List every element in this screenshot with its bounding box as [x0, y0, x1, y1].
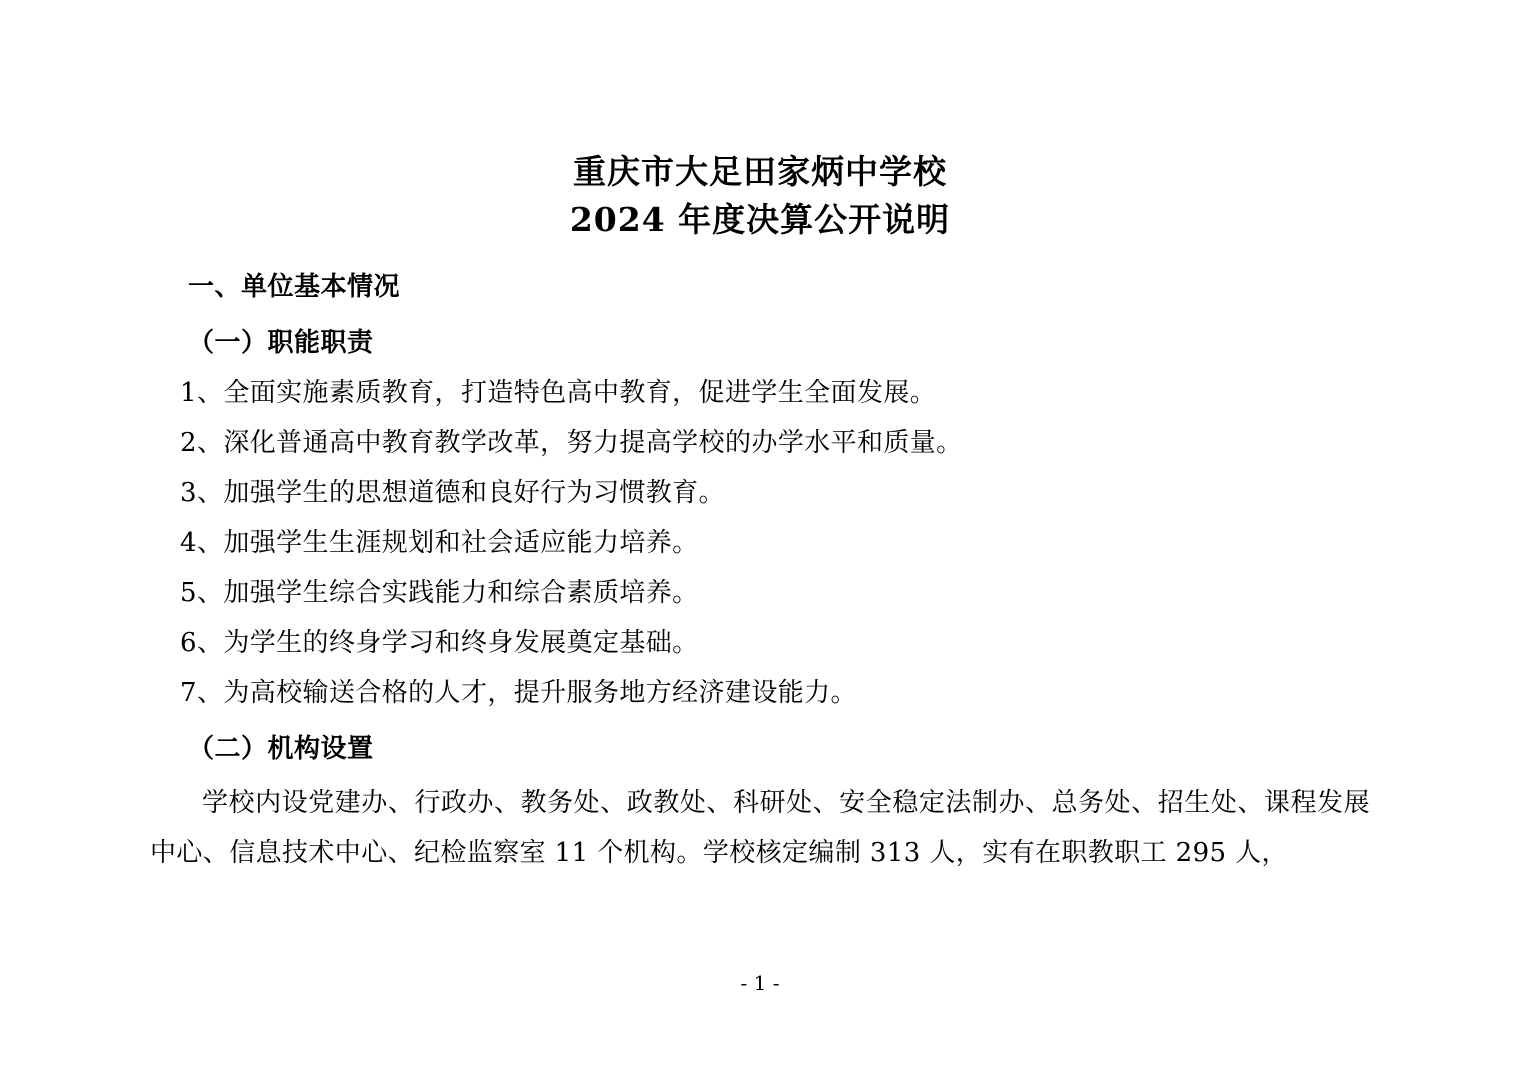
- document-title: [150, 0, 1370, 244]
- list-item: 7、为高校输送合格的人才，提升服务地方经济建设能力。: [180, 678, 857, 708]
- list-item: 6、为学生的终身学习和终身发展奠定基础。: [180, 628, 699, 658]
- page-number: - 1 -: [740, 971, 780, 995]
- subsection-heading-organization: （二）机构设置: [188, 734, 374, 764]
- list-item: 5、加强学生综合实践能力和综合素质培养。: [180, 578, 699, 608]
- list-item: 1、全面实施素质教育，打造特色高中教育，促进学生全面发展。: [180, 378, 937, 408]
- duties-list: [150, 368, 1370, 718]
- title-line-1: 重庆市大足田家炳中学校: [573, 152, 947, 191]
- list-item: 2、深化普通高中教育教学改革，努力提高学校的办学水平和质量。: [180, 428, 963, 458]
- list-item: 4、加强学生生涯规划和社会适应能力培养。: [180, 528, 699, 558]
- section-heading-basic-info: 一、单位基本情况: [188, 272, 401, 302]
- subsection-heading-duties: （一）职能职责: [188, 328, 374, 358]
- organization-paragraph: 学校内设党建办、行政办、教务处、政教处、科研处、安全稳定法制办、总务处、招生处、课程发展中心、信息技术中心、纪检监察室 11 个机构。学校核定编制 313 人，实有在职教职工 295 人，: [150, 788, 1370, 868]
- title-line-2: 2024 年度决算公开说明: [569, 200, 951, 239]
- list-item: 3、加强学生的思想道德和良好行为习惯教育。: [180, 478, 725, 508]
